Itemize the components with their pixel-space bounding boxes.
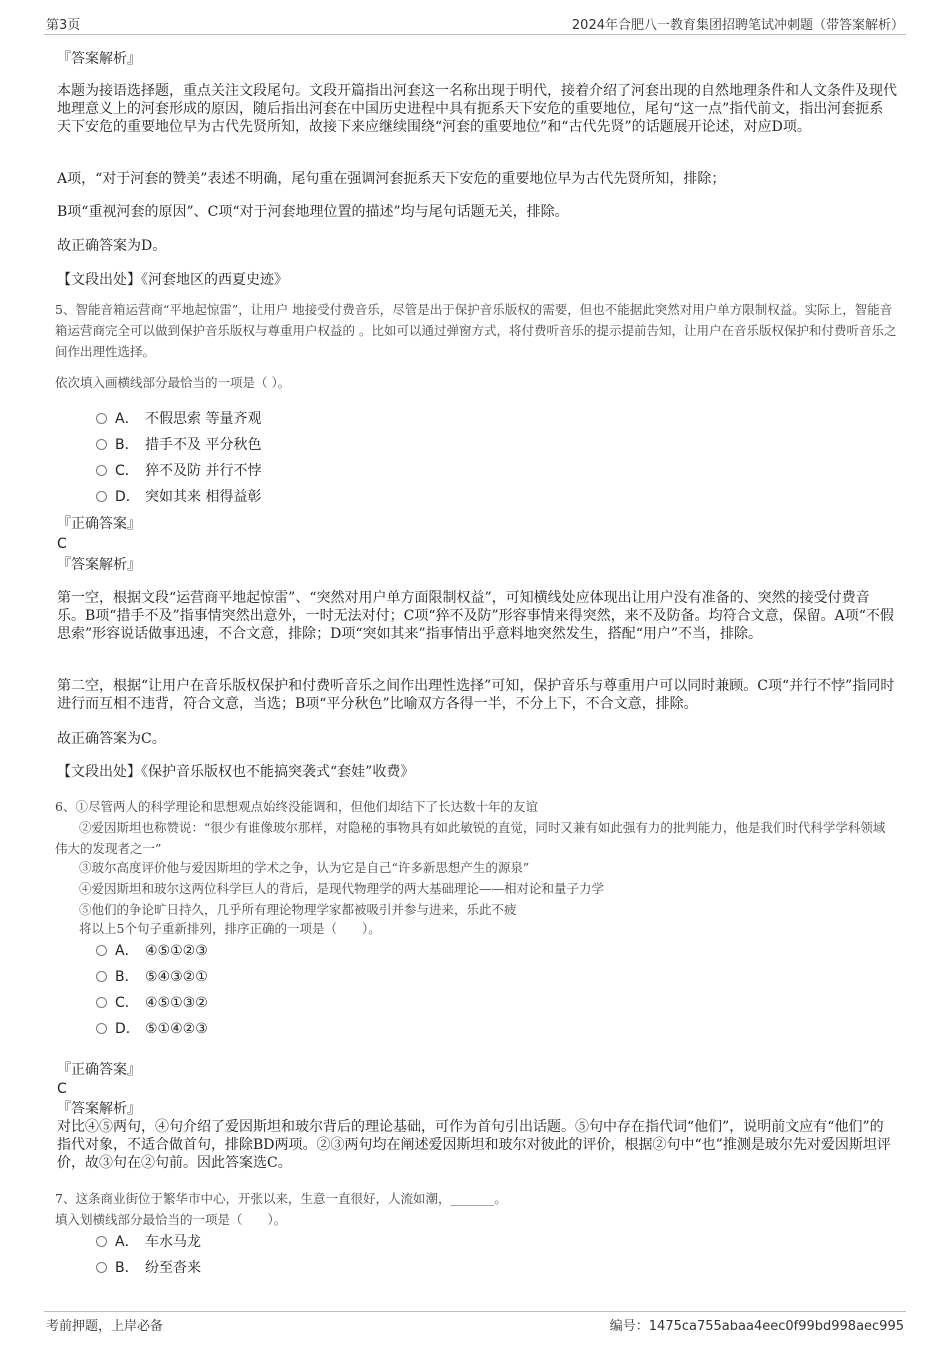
radio-icon[interactable] [96,945,107,956]
q4-analysis-p1: 本题为接语选择题，重点关注文段尾句。文段开篇指出河套这一名称出现于明代，接着介绍了河套出现的自然地理条件和人文条件及现代地理意义上的河套形成的原因，随后指出河套在中国历史进程中具有扼系天下安危的重要地位，尾句“这一点”指代前文，指出河套扼系天下安危的重要地位早为古代先贤所知，故接下来应继续围绕“河套的重要地位”和“古代先贤”的话题展开论述，对应D项。 [57,83,897,135]
q5-correct-answer: C [57,536,67,552]
q6-option-c[interactable]: C． ④⑤①③② [96,994,208,1012]
q5-prompt: 依次填入画横线部分最恰当的一项是（ ）。 [55,375,291,390]
radio-icon[interactable] [96,997,107,1008]
q5-analysis-label: 『答案解析』 [57,557,141,573]
radio-icon[interactable] [96,491,107,502]
q6-sentence-1: 6、①尽管两人的科学理论和思想观点始终没能调和，但他们却结下了长达数十年的友谊 [55,799,538,814]
q6-correct-label: 『正确答案』 [57,1062,141,1078]
radio-icon[interactable] [96,1262,107,1273]
footer-slogan: 考前押题，上岸必备 [46,1319,164,1334]
q6-correct-answer: C [57,1081,67,1097]
q7-stem: 7、这条商业街位于繁华市中心，开张以来，生意一直很好，人流如潮，_______。 [55,1191,507,1206]
q7-option-b[interactable]: B． 纷至沓来 [96,1259,201,1277]
q5-option-c[interactable]: C． 猝不及防 并行不悖 [96,462,261,480]
q4-answer: 故正确答案为D。 [57,238,167,254]
radio-icon[interactable] [96,1023,107,1034]
q6-sentence-2: ②爱因斯坦也称赞说：“很少有谁像玻尔那样，对隐秘的事物具有如此敏锐的直觉，同时又兼有如此强有力的批判能力，他是我们时代科学学科领域伟大的发现者之一” [55,820,886,856]
q5-option-d[interactable]: D． 突如其来 相得益彰 [96,488,261,506]
q6-sentence-3: ③玻尔高度评价他与爱因斯坦的学术之争，认为它是自己“许多新思想产生的源泉” [79,860,530,875]
radio-icon[interactable] [96,413,107,424]
q4-analysis-label: 『答案解析』 [57,51,141,67]
q5-source: 【文段出处】《保护音乐版权也不能搞突袭式“套娃”收费》 [57,764,415,780]
radio-icon[interactable] [96,1236,107,1247]
q5-analysis-p2: 第二空，根据“让用户在音乐版权保护和付费听音乐之间作出理性选择”可知，保护音乐与尊重用户可以同时兼顾。C项“并行不悖”指同时进行而互相不违背，符合文意，当选；B项“平分秋色”比喻双方各得一半，不分上下，不合文意，排除。 [57,678,895,712]
q5-option-b[interactable]: B． 措手不及 平分秋色 [96,436,261,454]
q5-option-a[interactable]: A． 不假思索 等量齐观 [96,410,261,428]
radio-icon[interactable] [96,971,107,982]
document-title: 2024年合肥八一教育集团招聘笔试冲刺题（带答案解析） [571,18,904,33]
q6-sentence-4: ④爱因斯坦和玻尔这两位科学巨人的背后，是现代物理学的两大基础理论——相对论和量子力学 [79,881,605,896]
page-header [44,12,906,35]
q6-analysis-label: 『答案解析』 [57,1101,141,1117]
q5-correct-label: 『正确答案』 [57,516,141,532]
page-footer [44,1311,906,1334]
q5-analysis-p1: 第一空，根据文段“运营商平地起惊雷”、“突然对用户单方面限制权益”，可知横线处应体现出让用户没有准备的、突然的接受付费音乐。B项“措手不及”指事情突然出意外，一时无法对付；C项“猝不及防”形容事情来得突然，来不及防备。均符合文意，保留。A项“不假思索”形容说话做事迅速，不合文意，排除；D项“突如其来”指事情出乎意料地突然发生，搭配“用户”不当，排除。 [57,590,894,642]
q4-source: 【文段出处】《河套地区的西夏史迹》 [57,272,288,288]
page-number: 第3页 [46,18,81,33]
q6-option-b[interactable]: B． ⑤④③②① [96,968,208,986]
q4-analysis-p3: B项“重视河套的原因”、C项“对于河套地理位置的描述”均与尾句话题无关，排除。 [57,204,569,220]
q5-stem: 5、智能音箱运营商“平地起惊雷”，让用户 地接受付费音乐，尽管是出于保护音乐版权的需要，但也不能据此突然对用户单方限制权益。实际上，智能音箱运营商完全可以做到保护音乐版权与尊重用户权益的 。比如可以通过弹窗方式，将付费听音乐的提示提前告知，让用户在音乐版权保护和付费听音乐之间作出理性选择。 [55,302,897,359]
q6-sentence-5: ⑤他们的争论旷日持久，几乎所有理论物理学家都被吸引并参与进来，乐此不疲 [79,902,517,917]
footer-code: 编号：1475ca755abaa4eec0f99bd998aec995 [609,1319,904,1334]
q6-option-d[interactable]: D． ⑤①④②③ [96,1020,208,1038]
radio-icon[interactable] [96,465,107,476]
q6-prompt: 将以上5个句子重新排列，排序正确的一项是（ ）。 [79,921,381,936]
q6-option-a[interactable]: A． ④⑤①②③ [96,942,208,960]
q4-analysis-p2: A项，“对于河套的赞美”表述不明确，尾句重在强调河套扼系天下安危的重要地位早为古代先贤所知，排除； [57,171,726,187]
q7-option-a[interactable]: A． 车水马龙 [96,1233,201,1251]
q7-prompt: 填入划横线部分最恰当的一项是（ ）。 [55,1212,287,1227]
q5-answer: 故正确答案为C。 [57,731,166,747]
radio-icon[interactable] [96,439,107,450]
q6-analysis-p1: 对比④⑤两句，④句介绍了爱因斯坦和玻尔背后的理论基础，可作为首句引出话题。⑤句中存在指代词“他们”，说明前文应有“他们”的指代对象，不适合做首句，排除BD两项。②③两句均在阐述爱因斯坦和玻尔对彼此的评价，根据②句中“也”推测是玻尔先对爱因斯坦评价，故③句在②句前。因此答案选C。 [57,1119,891,1171]
